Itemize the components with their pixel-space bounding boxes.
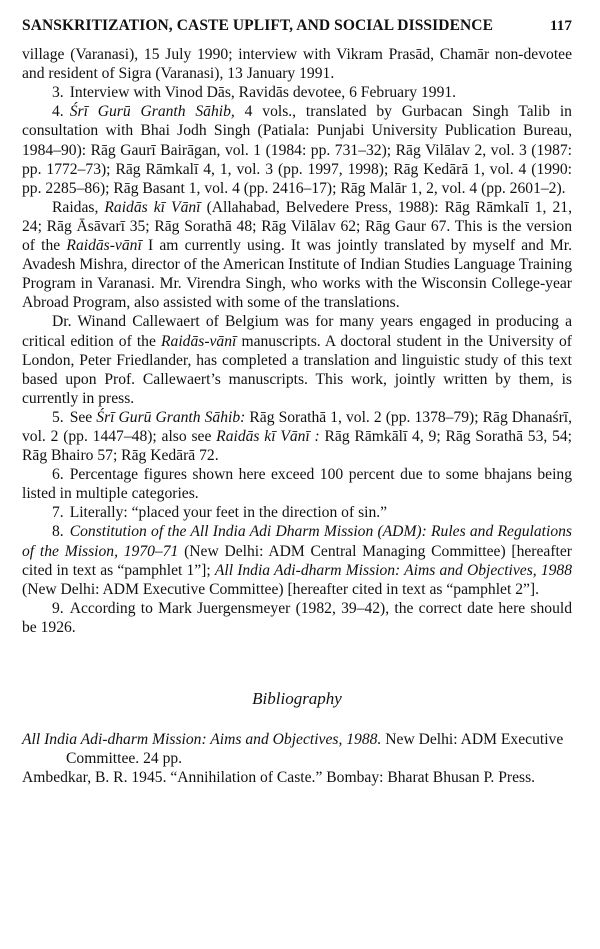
text-run: See <box>69 408 97 426</box>
bibliography-list <box>22 730 572 787</box>
bibliography-heading: Bibliography <box>252 689 342 708</box>
endnote-number: 5. <box>52 408 64 426</box>
text-run: Dr. Winand Callewaert of Belgium was for many years engaged in producing a critical edition of the <box>22 313 572 350</box>
endnote <box>22 503 572 522</box>
endnote <box>22 522 572 598</box>
italic-title: Raidās kī Vānī <box>104 198 201 216</box>
text-run: I am currently using. It was jointly translated by myself and Mr. Avadesh Mishra, director of the American Institute of Indian Studies Language Training Program in Varanasi. Mr. Virendra Singh, who works with the Wisconsin College-year Abroad Program, also assisted with some of the translations. <box>22 237 572 312</box>
italic-title: Raidās kī Vānī : <box>216 427 320 445</box>
endnote-number: 3. <box>52 84 64 102</box>
text-run: New Delhi: ADM Executive Committee. 24 pp. <box>66 731 564 768</box>
italic-title: Śrī Gurū Granth Sāhib, <box>69 103 235 121</box>
endnote <box>22 408 572 465</box>
italic-title: Śrī Gurū Granth Sāhib: <box>96 408 246 426</box>
italic-title: Raidās-vānī <box>161 332 237 350</box>
text-run: (New Delhi: ADM Executive Committee) [hereafter cited in text as “pamphlet 2”]. <box>22 580 540 598</box>
text-run: Raidas, <box>52 198 105 216</box>
endnote-number: 6. <box>52 466 64 484</box>
endnotes <box>22 45 572 637</box>
endnote <box>22 102 572 197</box>
page-number: 117 <box>550 18 572 34</box>
text-run: Rāg Sorathā 1, vol. 2 (pp. 1378–79); Rāg Dhanaśrī, vol. 2 (pp. 1447–48); also see <box>22 408 572 445</box>
italic-title: All India Adi-dharm Mission: Aims and Objectives, 1988 <box>214 561 573 579</box>
bibliography-entry <box>22 768 572 787</box>
endnote-number: 4. <box>52 103 64 121</box>
endnote-number: 9. <box>52 599 64 617</box>
endnote <box>22 599 572 637</box>
italic-title: Constitution of the All India Adi Dharm Mission (ADM): Rules and Regulations of the Mission, 1970–71 <box>22 523 572 560</box>
bibliography-entry <box>22 730 572 768</box>
text-run: According to Mark Juergensmeyer (1982, 39–42), the correct date here should be 1926. <box>22 599 572 636</box>
text-run: Interview with Vinod Dās, Ravidās devotee, 6 February 1991. <box>69 84 457 102</box>
text-run: (New Delhi: ADM Central Managing Committee) [hereafter cited in text as “pamphlet 1”]; <box>22 542 572 579</box>
text-run: village (Varanasi), 15 July 1990; interview with Vikram Prasād, Chamār non-devotee and resident of Sigra (Varanasi), 13 January 1991. <box>22 46 572 83</box>
italic-title: Raidās-vānī <box>66 237 142 255</box>
text-run: Literally: “placed your feet in the direction of sin.” <box>69 504 388 522</box>
text-run: 4 vols., translated by Gurbacan Singh Talib in consultation with Bhai Jodh Singh (Patiala: Punjabi University Publication Bureau, 1984–90): Rāg Gaurī Bairāgan, vol. 1 (1984: pp. 731–32); Rāg Vilālav 2, vol. 3 (1987: pp. 1772–73); Rāg Rāmkalī 4, 1, vol. 3 (pp. 1997, 1998); Rāg Kedārā 1, vol. 4 (1990: pp. 2285–86); Rāg Basant 1, vol. 4 (pp. 2416–17); Rāg Malār 1, 2, vol. 4 (pp. 2601–2). <box>22 103 572 197</box>
endnote-number: 8. <box>52 523 64 541</box>
endnote-paragraph <box>22 45 572 83</box>
endnote-paragraph <box>22 312 572 407</box>
text-run: manuscripts. A doctoral student in the University of London, Peter Friedlander, has completed a translation and linguistic study of this text based upon Prof. Callewaert’s manuscripts. This work, jointly written by them, is currently in press. <box>22 332 573 407</box>
page-header <box>22 16 572 36</box>
text-run: Ambedkar, B. R. 1945. “Annihilation of Caste.” Bombay: Bharat Bhusan P. Press. <box>22 769 536 787</box>
text-run: Percentage figures shown here exceed 100 percent due to some bhajans being listed in multiple categories. <box>22 466 572 503</box>
text-run: Rāg Rāmkālī 4, 9; Rāg Sorathā 53, 54; Rāg Bhairo 57; Rāg Kedārā 72. <box>22 427 572 465</box>
endnote <box>22 465 572 503</box>
endnote-number: 7. <box>52 504 64 522</box>
endnote <box>22 83 572 102</box>
endnote-paragraph <box>22 198 572 313</box>
text-run: (Allahabad, Belvedere Press, 1988): Rāg Rāmkalī 1, 21, 24; Rāg Āsāvarī 35; Rāg Sorathā 48; Rāg Vilālav 62; Rāg Gaur 67. This is the version of the <box>22 198 572 255</box>
italic-title: All India Adi-dharm Mission: Aims and Objectives, 1988. <box>22 731 382 749</box>
running-title: SANSKRITIZATION, CASTE UPLIFT, AND SOCIAL DISSIDENCE <box>22 17 494 34</box>
